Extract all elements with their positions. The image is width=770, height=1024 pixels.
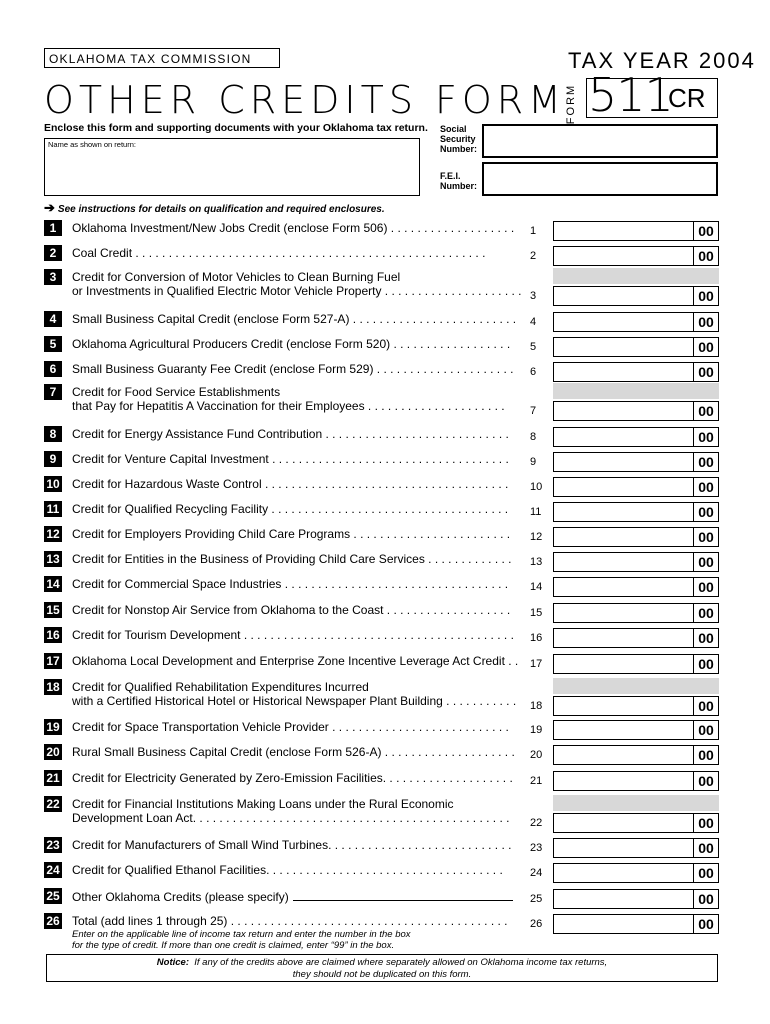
enter-note-line-1: Enter on the applicable line of income tax return and enter the number in the box <box>72 929 411 940</box>
line-number: 14 <box>44 576 62 592</box>
line-description <box>72 889 528 904</box>
commission-name: OKLAHOMA TAX COMMISSION <box>44 48 280 68</box>
cents-field: 00 <box>693 914 719 934</box>
instructions-text: See instructions for details on qualification and required enclosures. <box>57 204 385 215</box>
line-description: Credit for Financial Institutions Making Loans under the Rural Economic <box>72 797 454 811</box>
line-number: 9 <box>44 451 62 467</box>
notice-text-1: If any of the credits above are claimed where separately allowed on Oklahoma income tax returns, <box>194 957 608 968</box>
line-number: 12 <box>44 526 62 542</box>
cents-field: 00 <box>693 452 719 472</box>
line-number: 24 <box>44 862 62 878</box>
form-suffix: CR <box>668 83 706 113</box>
line-description: Credit for Energy Assistance Fund Contribution . . . . . . . . . . . . . . . . . . . . . . . . . . . . <box>72 427 509 441</box>
line-reference: 18 <box>530 700 543 712</box>
line-reference: 7 <box>530 405 537 417</box>
line-description: Small Business Guaranty Fee Credit (enclose Form 529) . . . . . . . . . . . . . . . . . . . . . <box>72 362 514 376</box>
line-number: 5 <box>44 336 62 352</box>
line-description: Oklahoma Local Development and Enterprise Zone Incentive Leverage Act Credit . . <box>72 654 519 668</box>
line-description: Credit for Entities in the Business of Providing Child Care Services . . . . . . . . . . . . . <box>72 552 512 566</box>
cents-field: 00 <box>693 771 719 791</box>
line-description: Credit for Conversion of Motor Vehicles to Clean Burning Fuel <box>72 270 401 284</box>
line-reference: 20 <box>530 749 543 761</box>
line-description: Credit for Qualified Ethanol Facilities. . . . . . . . . . . . . . . . . . . . . . . . . . . . . . . . . . . . <box>72 863 503 877</box>
form-title: OTHER CREDITS FORM <box>44 78 566 122</box>
cents-field: 00 <box>693 889 719 909</box>
line-number: 17 <box>44 653 62 669</box>
cents-field: 00 <box>693 527 719 547</box>
cents-field: 00 <box>693 603 719 623</box>
line-reference: 16 <box>530 632 543 644</box>
line-reference: 8 <box>530 431 537 443</box>
cents-field: 00 <box>693 628 719 648</box>
line-description: Credit for Qualified Rehabilitation Expenditures Incurred <box>72 680 369 694</box>
line-description: Credit for Employers Providing Child Care Programs . . . . . . . . . . . . . . . . . . . . . . . . <box>72 527 511 541</box>
cents-field: 00 <box>693 720 719 740</box>
line-reference: 22 <box>530 817 543 829</box>
cents-field: 00 <box>693 401 719 421</box>
line-number: 11 <box>44 501 62 517</box>
line-reference: 5 <box>530 341 537 353</box>
line-reference: 1 <box>530 225 537 237</box>
line-description: Oklahoma Investment/New Jobs Credit (enclose Form 506) . . . . . . . . . . . . . . . . . . . <box>72 221 515 235</box>
cents-field: 00 <box>693 427 719 447</box>
line-number: 7 <box>44 384 62 400</box>
line-reference: 17 <box>530 658 543 670</box>
enter-note <box>72 929 411 951</box>
line-number: 3 <box>44 269 62 285</box>
shaded-area <box>553 268 719 284</box>
cents-field: 00 <box>693 221 719 241</box>
cents-field: 00 <box>693 337 719 357</box>
form-number: 511 <box>588 68 673 122</box>
line-description: Small Business Capital Credit (enclose Form 527-A) . . . . . . . . . . . . . . . . . . . . . . . . . <box>72 312 517 326</box>
line-description: Credit for Venture Capital Investment . . . . . . . . . . . . . . . . . . . . . . . . . . . . . . . . . . . . <box>72 452 509 466</box>
line-number: 19 <box>44 719 62 735</box>
line-description: Credit for Commercial Space Industries . . . . . . . . . . . . . . . . . . . . . . . . . . . . . . . . . . <box>72 577 509 591</box>
line-number: 8 <box>44 426 62 442</box>
line-description: Credit for Food Service Establishments <box>72 385 281 399</box>
cents-field: 00 <box>693 577 719 597</box>
line-reference: 14 <box>530 581 543 593</box>
line-number: 22 <box>44 796 62 812</box>
cents-field: 00 <box>693 477 719 497</box>
ssn-field[interactable] <box>482 124 718 158</box>
name-label: Name as shown on return: <box>48 140 136 149</box>
cents-field: 00 <box>693 312 719 332</box>
line-reference: 12 <box>530 531 543 543</box>
line-description: Credit for Hazardous Waste Control . . . . . . . . . . . . . . . . . . . . . . . . . . . . . . . . . . . . . <box>72 477 509 491</box>
notice-text-2: they should not be duplicated on this form. <box>292 969 472 980</box>
ssn-label: Social Security Number: <box>440 124 478 154</box>
line-description-continued: or Investments in Qualified Electric Motor Vehicle Property . . . . . . . . . . . . . . . . . . . . . <box>72 284 522 298</box>
cents-field: 00 <box>693 838 719 858</box>
shaded-area <box>553 795 719 811</box>
line-description: Coal Credit . . . . . . . . . . . . . . . . . . . . . . . . . . . . . . . . . . . . . . . . . . . . . . . . . . . . . <box>72 246 486 260</box>
fei-label: F.E.I. Number: <box>440 171 478 191</box>
instructions <box>44 200 385 216</box>
arrow-right-icon: ➔ <box>44 200 55 215</box>
notice-label: Notice: <box>156 957 189 968</box>
line-reference: 10 <box>530 481 543 493</box>
line-description: Rural Small Business Capital Credit (enclose Form 526-A) . . . . . . . . . . . . . . . . . . . . <box>72 745 515 759</box>
line-number: 18 <box>44 679 62 695</box>
line-reference: 3 <box>530 290 537 302</box>
line-number: 13 <box>44 551 62 567</box>
line-description-text: Other Oklahoma Credits (please specify) <box>72 890 289 904</box>
line-reference: 9 <box>530 456 537 468</box>
line-number: 1 <box>44 220 62 236</box>
cents-field: 00 <box>693 696 719 716</box>
shaded-area <box>553 383 719 399</box>
line-reference: 6 <box>530 366 537 378</box>
shaded-area <box>553 678 719 694</box>
cents-field: 00 <box>693 813 719 833</box>
cents-field: 00 <box>693 552 719 572</box>
line-description-continued: Development Loan Act. . . . . . . . . . . . . . . . . . . . . . . . . . . . . . . . . . . . . . . . . . . . . . . . <box>72 811 510 825</box>
cents-field: 00 <box>693 654 719 674</box>
cents-field: 00 <box>693 286 719 306</box>
fei-field[interactable] <box>482 162 718 196</box>
line-reference: 21 <box>530 775 543 787</box>
line-reference: 25 <box>530 893 543 905</box>
cents-field: 00 <box>693 362 719 382</box>
line-number: 20 <box>44 744 62 760</box>
notice-line-1 <box>47 957 717 969</box>
line-reference: 2 <box>530 250 537 262</box>
enclose-instructions: Enclose this form and supporting documents with your Oklahoma tax return. <box>44 122 428 134</box>
line-description: Total (add lines 1 through 25) . . . . . . . . . . . . . . . . . . . . . . . . . . . . . . . . . . . . . . . . . . <box>72 914 508 928</box>
line-reference: 19 <box>530 724 543 736</box>
cents-field: 00 <box>693 502 719 522</box>
line-description: Credit for Nonstop Air Service from Oklahoma to the Coast . . . . . . . . . . . . . . . . . . . <box>72 603 511 617</box>
line-number: 2 <box>44 245 62 261</box>
line-number: 21 <box>44 770 62 786</box>
line-number: 25 <box>44 888 62 904</box>
line-description: Credit for Manufacturers of Small Wind Turbines. . . . . . . . . . . . . . . . . . . . . . . . . . . . <box>72 838 512 852</box>
line-reference: 15 <box>530 607 543 619</box>
line-description-continued: that Pay for Hepatitis A Vaccination for their Employees . . . . . . . . . . . . . . . . . . . . . <box>72 399 505 413</box>
line-reference: 4 <box>530 316 537 328</box>
cents-field: 00 <box>693 246 719 266</box>
enter-note-line-2: for the type of credit. If more than one credit is claimed, enter “99” in the box. <box>72 940 395 951</box>
line-description: Credit for Tourism Development . . . . . . . . . . . . . . . . . . . . . . . . . . . . . . . . . . . . . . . . . <box>72 628 514 642</box>
line-description-continued: with a Certified Historical Hotel or Historical Newspaper Plant Building . . . . . . . . . . . <box>72 694 517 708</box>
line-reference: 13 <box>530 556 543 568</box>
tax-year: TAX YEAR 2004 <box>568 48 756 73</box>
specify-field[interactable] <box>293 889 513 901</box>
line-number: 15 <box>44 602 62 618</box>
line-reference: 11 <box>530 506 542 518</box>
cents-field: 00 <box>693 745 719 765</box>
notice-box <box>46 954 718 982</box>
line-number: 26 <box>44 913 62 929</box>
line-description: Credit for Electricity Generated by Zero-Emission Facilities. . . . . . . . . . . . . . . . . . . . <box>72 771 513 785</box>
form-label-text: FORM <box>565 83 578 125</box>
line-number: 10 <box>44 476 62 492</box>
line-description: Oklahoma Agricultural Producers Credit (enclose Form 520) . . . . . . . . . . . . . . . . . . <box>72 337 511 351</box>
line-number: 23 <box>44 837 62 853</box>
line-number: 4 <box>44 311 62 327</box>
form-label <box>556 82 586 126</box>
line-reference: 24 <box>530 867 543 879</box>
line-reference: 26 <box>530 918 543 930</box>
cents-field: 00 <box>693 863 719 883</box>
line-description: Credit for Space Transportation Vehicle Provider . . . . . . . . . . . . . . . . . . . . . . . . . . . <box>72 720 509 734</box>
line-number: 6 <box>44 361 62 377</box>
line-description: Credit for Qualified Recycling Facility . . . . . . . . . . . . . . . . . . . . . . . . . . . . . . . . . . . . <box>72 502 509 516</box>
line-reference: 23 <box>530 842 543 854</box>
line-number: 16 <box>44 627 62 643</box>
